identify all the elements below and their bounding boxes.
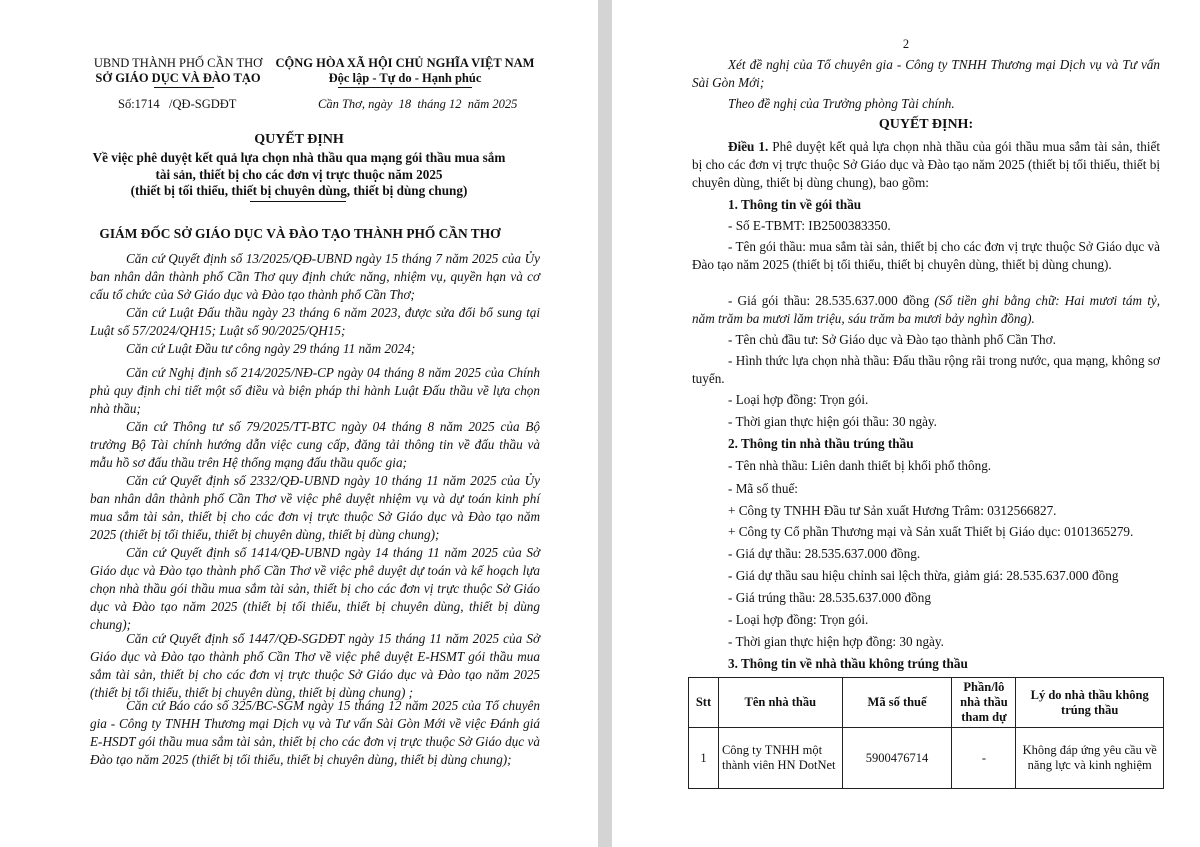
document-subtitle-line-3: (thiết bị tối thiểu, thiết bị chuyên dùng, thiết bị dùng chung) [130,183,468,198]
package-price-value: - Giá gói thầu: 28.535.637.000 đồng [728,293,935,308]
slogan-underline [338,87,472,88]
package-duration: - Thời gian thực hiện gói thầu: 30 ngày. [728,414,937,429]
consideration-2: Theo đề nghị của Trưởng phòng Tài chính. [728,96,955,111]
partner-tax-code-2: + Công ty Cổ phần Thương mại và Sản xuất Thiết bị Giáo dục: 0101365279. [728,524,1134,539]
contract-type: - Loại hợp đồng: Trọn gói. [728,392,869,407]
column-header: Tên nhà thầu [718,678,842,728]
legal-basis-7: Căn cứ Quyết định số 1414/QĐ-UBND ngày 14 tháng 11 năm 2025 của Sở Giáo dục và Đào tạo thành phố Cần Thơ về việc phê duyệt dự toán và kế hoạch lựa chọn nhà thầu gói thầu mua sắm tài sản, thiết bị cho các đơn vị trực thuộc Sở Giáo dục và Đào tạo năm 2025 (thiết bị tối thiểu, thiết bị chuyên dùng, thiết bị dùng chung); [90,545,540,632]
package-price [692,292,1160,328]
column-header: Mã số thuế [842,678,952,728]
column-header: Phần/lô nhà thầu tham dự [952,678,1016,728]
partner-tax-code-1: + Công ty TNHH Đầu tư Sản xuất Hương Trâm: 0312566827. [728,503,1057,518]
article-1-text: Phê duyệt kết quả lựa chọn nhà thầu của gói thầu mua sắm tài sản, thiết bị cho các đơn vị trực thuộc Sở Giáo dục và Đào tạo năm 2025 (thiết bị tối thiểu, thiết bị chuyên dùng, thiết bị dùng chung), bao gồm: [692,139,1161,190]
consideration-1: Xét đề nghị của Tổ chuyên gia - Công ty TNHH Thương mại Dịch vụ và Tư vấn Sài Gòn Mới; [692,57,1160,90]
table-cell-tax-code: 5900476714 [842,728,952,789]
table-cell-reason: Không đáp ứng yêu cầu về năng lực và kinh nghiệm [1016,728,1164,789]
winning-bidder-name: - Tên nhà thầu: Liên danh thiết bị khối phổ thông. [728,458,992,473]
winning-price: - Giá trúng thầu: 28.535.637.000 đồng [728,590,931,605]
document-subtitle-line-1: Về việc phê duyệt kết quả lựa chọn nhà thầu qua mạng gói thầu mua sắm [92,150,506,165]
section-1-heading: 1. Thông tin về gói thầu [728,197,862,212]
national-slogan: Độc lập - Tự do - Hạnh phúc [328,71,482,85]
losing-bidders-table [688,677,1164,789]
document-page-1 [0,0,598,847]
section-3-heading: 3. Thông tin về nhà thầu không trúng thầu [728,656,968,671]
page-number: 2 [902,37,910,51]
table-cell-stt: 1 [689,728,719,789]
column-header: Stt [689,678,719,728]
legal-basis-5: Căn cứ Thông tư số 79/2025/TT-BTC ngày 04 tháng 8 năm 2025 của Bộ trưởng Bộ Tài chính hướng dẫn việc cung cấp, đăng tải thông tin về đấu thầu và mẫu hồ sơ đấu thầu trên Hệ thống mạng đấu thầu quốc gia; [90,419,540,470]
article-1-label: Điều 1. [728,139,769,154]
column-header: Lý do nhà thầu không trúng thầu [1016,678,1164,728]
bid-notice-number: - Số E-TBMT: IB2500383350. [728,218,891,233]
table-cell-lot: - [952,728,1016,789]
title-underline [250,201,346,202]
document-title: QUYẾT ĐỊNH [254,132,344,147]
legal-basis-4: Căn cứ Nghị định số 214/2025/NĐ-CP ngày 04 tháng 8 năm 2025 của Chính phủ quy định chi tiết một số điều và biện pháp thi hành Luật Đấu thầu về lựa chọn nhà thầu; [90,365,540,416]
winning-contract-type: - Loại hợp đồng: Trọn gói. [728,612,869,627]
table-cell-bidder-name: Công ty TNHH một thành viên HN DotNet [718,728,842,789]
document-number: Số:1714 /QĐ-SGDĐT [118,97,237,111]
issuing-authority: GIÁM ĐỐC SỞ GIÁO DỤC VÀ ĐÀO TẠO THÀNH PHỐ CẦN THƠ [99,226,501,241]
issuer-underline [154,87,214,88]
selection-method: - Hình thức lựa chọn nhà thầu: Đấu thầu rộng rãi trong nước, qua mạng, không sơ tuyển. [692,353,1160,386]
place-and-date: Cần Thơ, ngày 18 tháng 12 năm 2025 [318,97,518,111]
issuer-department-line: UBND THÀNH PHỐ CẦN THƠ [93,56,263,70]
legal-basis-8: Căn cứ Quyết định số 1447/QĐ-SGDĐT ngày 15 tháng 11 năm 2025 của Sở Giáo dục và Đào tạo thành phố Cần Thơ về việc phê duyệt E-HSMT gói thầu mua sắm tài sản, thiết bị cho các đơn vị trực thuộc Sở Giáo dục và Đào tạo năm 2025 (thiết bị tối thiểu, thiết bị chuyên dùng, thiết bị dùng chung) ; [90,631,540,700]
investor-name: - Tên chủ đầu tư: Sở Giáo dục và Đào tạo thành phố Cần Thơ. [728,332,1056,347]
adjusted-bid-price: - Giá dự thầu sau hiệu chỉnh sai lệch thừa, giảm giá: 28.535.637.000 đồng [728,568,1119,583]
table-row [689,728,1164,789]
decision-heading: QUYẾT ĐỊNH: [878,117,974,132]
article-1 [692,138,1160,192]
table-header-row [689,678,1164,728]
package-name: - Tên gói thầu: mua sắm tài sản, thiết bị cho các đơn vị trực thuộc Sở Giáo dục và Đào tạo năm 2025 (thiết bị tối thiểu, thiết bị chuyên dùng, thiết bị dùng chung). [692,239,1160,272]
package-price-in-words: (Số tiền ghi bằng chữ: Hai mươi tám tỷ, năm trăm ba mươi lăm triệu, sáu trăm ba mươi bảy nghìn đồng). [692,293,1161,326]
contract-duration: - Thời gian thực hiện hợp đồng: 30 ngày. [728,634,944,649]
document-subtitle-line-2: tài sản, thiết bị cho các đơn vị trực thuộc năm 2025 [155,167,443,182]
national-motto: CỘNG HÒA XÃ HỘI CHỦ NGHĨA VIỆT NAM [275,56,535,70]
issuer-agency: SỞ GIÁO DỤC VÀ ĐÀO TẠO [95,71,261,85]
legal-basis-1: Căn cứ Quyết định số 13/2025/QĐ-UBND ngày 15 tháng 7 năm 2025 của Ủy ban nhân dân thành phố Cần Thơ quy định chức năng, nhiệm vụ, quyền hạn và cơ cấu tổ chức của Sở Giáo dục và Đào tạo thành phố Cần Thơ; [90,251,540,302]
section-2-heading: 2. Thông tin nhà thầu trúng thầu [728,436,914,451]
document-page-2 [612,0,1200,847]
legal-basis-9: Căn cứ Báo cáo số 325/BC-SGM ngày 15 tháng 12 năm 2025 của Tổ chuyên gia - Công ty TNHH Thương mại Dịch vụ và Tư vấn Sài Gòn Mới về việc Đánh giá E-HSDT gói thầu mua sắm tài sản, thiết bị cho các đơn vị trực thuộc Sở Giáo dục và Đào tạo năm 2025 (thiết bị tối thiểu, thiết bị chuyên dùng, thiết bị dùng chung); [90,698,540,767]
bid-price: - Giá dự thầu: 28.535.637.000 đồng. [728,546,921,561]
legal-basis-2: Căn cứ Luật Đấu thầu ngày 23 tháng 6 năm 2023, được sửa đổi bổ sung tại Luật số 57/2024/QH15; Luật số 90/2025/QH15; [90,305,540,338]
legal-basis-6: Căn cứ Quyết định số 2332/QĐ-UBND ngày 10 tháng 11 năm 2025 của Ủy ban nhân dân thành phố Cần Thơ về việc phê duyệt nhiệm vụ và dự toán kinh phí mua sắm tài sản, thiết bị cho các đơn vị trực thuộc Sở Giáo dục và Đào tạo năm 2025 (thiết bị tối thiểu, thiết bị chuyên dùng, thiết bị dùng chung); [90,473,540,542]
legal-basis-3: Căn cứ Luật Đầu tư công ngày 29 tháng 11 năm 2024; [126,341,416,356]
winning-bidder-tax-label: - Mã số thuế: [728,481,798,496]
